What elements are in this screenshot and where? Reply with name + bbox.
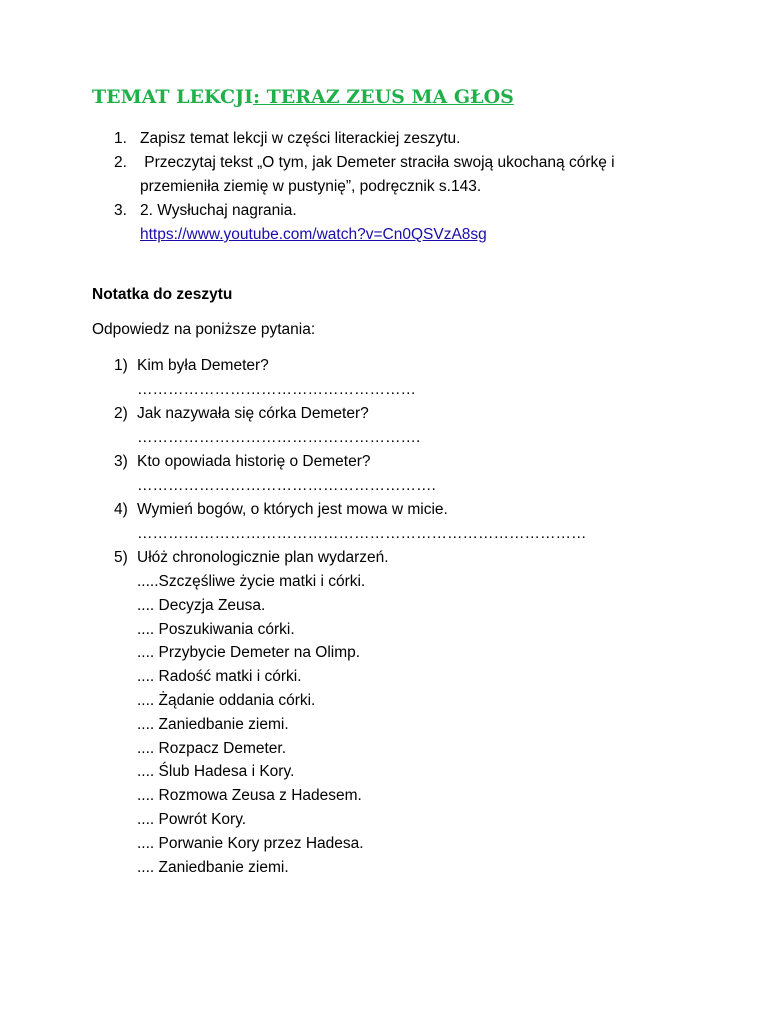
lesson-title-prefix: TEMAT LEKCJI xyxy=(92,86,253,108)
question-body xyxy=(137,402,420,450)
notes-heading: Notatka do zeszytu xyxy=(92,286,233,303)
task-text xyxy=(140,151,615,199)
question-item xyxy=(0,546,768,594)
task-item xyxy=(0,151,768,199)
event-item: .... Rozmowa Zeusa z Hadesem. xyxy=(137,787,362,805)
event-plan-list xyxy=(137,570,365,879)
event-item: .... Poszukiwania córki. xyxy=(137,620,295,638)
question-body xyxy=(137,546,389,570)
task-number: 3. xyxy=(114,202,127,219)
task-link-line xyxy=(140,223,487,247)
event-item: .... Porwanie Kory przez Hadesa. xyxy=(137,834,364,852)
task-text xyxy=(140,199,487,247)
question-text: Wymień bogów, o których jest mowa w micie. xyxy=(137,501,448,518)
question-number: 3) xyxy=(114,453,128,470)
question-text: Ułóż chronologicznie plan wydarzeń. xyxy=(137,549,389,566)
task-item xyxy=(0,199,768,247)
event-item: .... Zaniedbanie ziemi. xyxy=(137,715,289,733)
lesson-title-topic: : TERAZ ZEUS MA GŁOS xyxy=(252,86,514,108)
question-list xyxy=(0,354,768,594)
task-line: przemieniła ziemię w pustynię”, podręcznik s.143. xyxy=(140,178,482,195)
event-item: .....Szczęśliwe życie matki i córki. xyxy=(137,573,366,590)
question-item xyxy=(0,450,768,498)
question-number: 4) xyxy=(114,501,128,518)
event-item: .... Radość matki i córki. xyxy=(137,668,302,686)
event-item: .... Przybycie Demeter na Olimp. xyxy=(137,644,361,662)
event-item: .... Żądanie oddania córki. xyxy=(137,691,316,709)
answer-blank: ……………………………………………… xyxy=(137,381,416,398)
question-body xyxy=(137,498,587,546)
task-line: Zapisz temat lekcji w części literackiej zeszytu. xyxy=(140,130,461,147)
answer-blank: …………………………………………………………………………… xyxy=(137,525,587,542)
event-item: .... Powrót Kory. xyxy=(137,810,247,828)
answer-blank: ………………………………………………. xyxy=(137,429,421,446)
question-number: 1) xyxy=(114,357,128,374)
question-text: Jak nazywała się córka Demeter? xyxy=(137,405,369,422)
event-item: .... Zaniedbanie ziemi. xyxy=(137,858,289,876)
question-item xyxy=(0,402,768,450)
task-line: 2. Wysłuchaj nagrania. xyxy=(140,202,297,219)
question-text: Kim była Demeter? xyxy=(137,357,269,374)
question-body xyxy=(137,354,416,402)
task-number: 1. xyxy=(114,130,127,147)
question-number: 2) xyxy=(114,405,128,422)
task-number: 2. xyxy=(114,154,127,171)
answer-blank: …………………………………………………. xyxy=(137,477,436,494)
event-item: .... Ślub Hadesa i Kory. xyxy=(137,763,295,781)
task-line: Przeczytaj tekst „O tym, jak Demeter straciła swoją ukochaną córkę i xyxy=(140,154,615,171)
instruction-text: Odpowiedz na poniższe pytania: xyxy=(92,321,316,338)
task-item xyxy=(0,127,768,151)
youtube-link[interactable]: https://www.youtube.com/watch?v=Cn0QSVzA8sg xyxy=(140,226,487,243)
event-item: .... Decyzja Zeusa. xyxy=(137,596,266,614)
lesson-title xyxy=(92,86,514,108)
question-item xyxy=(0,354,768,402)
task-text xyxy=(140,127,460,151)
task-list xyxy=(0,127,768,247)
event-item: .... Rozpacz Demeter. xyxy=(137,739,287,757)
question-item xyxy=(0,498,768,546)
question-text: Kto opowiada historię o Demeter? xyxy=(137,453,371,470)
question-number: 5) xyxy=(114,549,128,566)
question-body xyxy=(137,450,436,498)
